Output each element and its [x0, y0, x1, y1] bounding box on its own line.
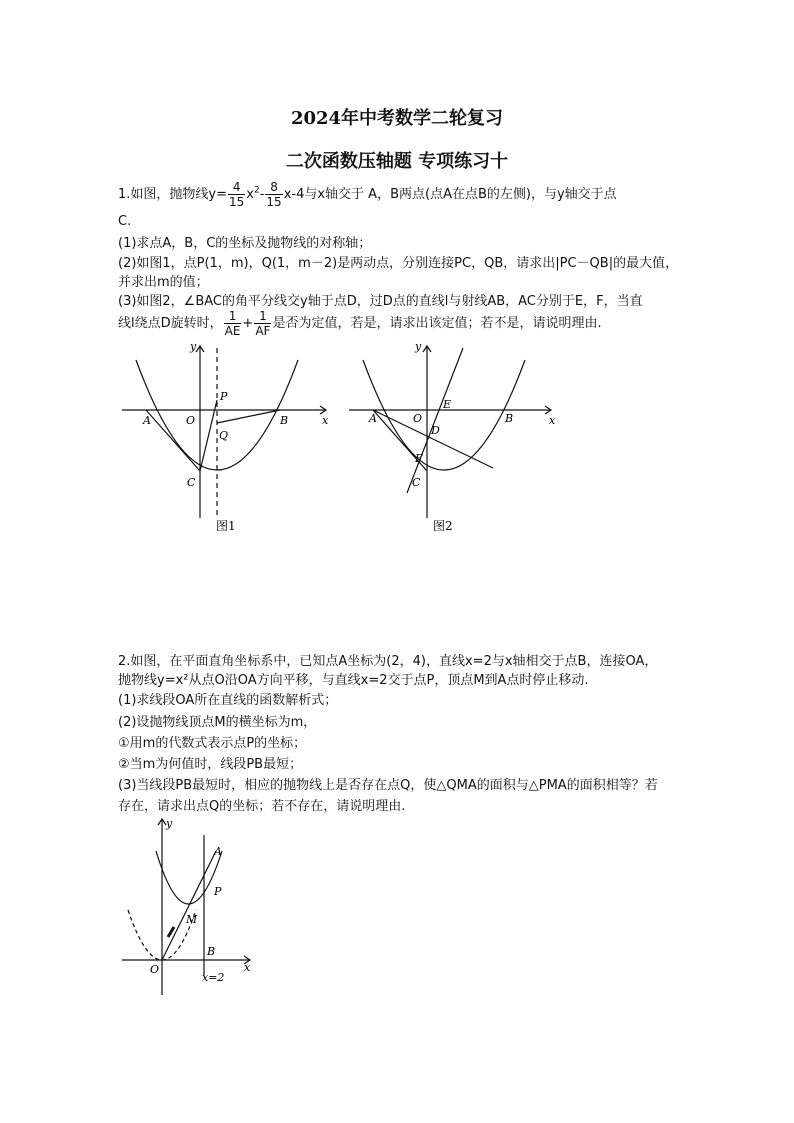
label-B: B	[280, 414, 289, 427]
label-B: B	[207, 945, 216, 958]
frac-num: 8	[265, 180, 282, 195]
q1-part2: (2)如图1，点P(1，m)，Q(1，m－2)是两动点，分别连接PC，QB，请求出|PC－QB|的最大值，	[118, 256, 679, 271]
fraction-1-AE	[224, 309, 242, 338]
q2-line1: 2.如图，在平面直角坐标系中，已知点A坐标为(2，4)，直线x=2与x轴相交于点B，连接OA，	[118, 654, 658, 669]
label-P: P	[214, 885, 222, 898]
figure-2	[345, 338, 560, 538]
label-C: C	[187, 476, 196, 489]
fraction-4-15	[228, 180, 245, 209]
q1-line2: C.	[118, 214, 132, 229]
figure-3	[118, 815, 258, 1000]
label-x2: x=2	[202, 971, 225, 984]
q2-line2: 抛物线y=x²从点O沿OA方向平移，与直线x=2交于点P，顶点M到A点时停止移动.	[118, 673, 589, 688]
q2-part1: (1)求线段OA所在直线的函数解析式；	[118, 693, 338, 708]
label-C: C	[412, 476, 421, 489]
frac-num: 1	[224, 309, 242, 324]
frac-den: 15	[266, 195, 282, 209]
frac-den: AE	[224, 324, 241, 338]
q1-text-f: 是否为定值，若是，请求出该定值；若不是，请说明理由.	[272, 316, 602, 331]
figure-2-caption: 图2	[433, 519, 453, 533]
q2-part2-2: ②当m为何值时，线段PB最短；	[118, 757, 303, 772]
frac-num: 4	[228, 180, 245, 195]
page-subtitle: 二次函数压轴题 专项练习十	[285, 151, 509, 172]
q2-part2-1: ①用m的代数式表示点P的坐标；	[118, 736, 307, 751]
label-x: x	[244, 961, 251, 974]
q1-text-c: -	[259, 187, 265, 202]
label-Q: Q	[219, 429, 229, 442]
direction-arrow	[168, 927, 174, 937]
segment-CP	[200, 400, 217, 471]
label-A: A	[369, 412, 377, 425]
label-x: x	[322, 414, 329, 427]
label-F: F	[415, 452, 423, 465]
q1-line1	[118, 180, 617, 209]
label-B: B	[505, 412, 514, 425]
plus-sign: +	[242, 316, 254, 331]
q1-text-e: 线l绕点D旋转时，	[118, 316, 223, 331]
label-O: O	[413, 412, 423, 425]
segment-OA	[162, 851, 216, 960]
label-D: D	[431, 424, 440, 437]
label-P: P	[220, 390, 228, 403]
q1-part3-cont	[118, 309, 602, 338]
q1-text-d: x-4与x轴交于 A，B两点(点A在点B的左侧)，与y轴交于点	[283, 187, 617, 202]
exponent: 2	[253, 185, 260, 196]
fraction-1-AF	[254, 309, 271, 338]
figure-1	[118, 338, 338, 538]
q1-text-b: x	[246, 187, 254, 202]
frac-num: 1	[254, 309, 271, 324]
frac-den: AF	[255, 324, 271, 338]
label-E: E	[443, 398, 452, 411]
q2-part3: (3)当线段PB最短时，相应的抛物线上是否存在点Q，使△QMA的面积与△PMA的面积相等？若	[118, 778, 658, 793]
q1-part2-cont: 并求出m的值；	[118, 275, 209, 290]
q1-text-a: 1.如图，抛物线y=	[118, 187, 227, 202]
figure-1-caption: 图1	[216, 519, 236, 533]
label-A: A	[214, 845, 222, 858]
label-y: y	[190, 340, 197, 353]
label-O: O	[150, 963, 160, 976]
page-title: 2024年中考数学二轮复习	[290, 108, 504, 129]
label-x: x	[549, 414, 556, 427]
q1-part1: (1)求点A，B，C的坐标及抛物线的对称轴；	[118, 236, 372, 251]
angle-bisector	[373, 410, 493, 468]
label-y: y	[166, 817, 173, 830]
q2-part2: (2)设抛物线顶点M的横坐标为m，	[118, 715, 317, 730]
q2-part3-cont: 存在，请求出点Q的坐标；若不存在，请说明理由.	[118, 799, 406, 814]
fraction-8-15	[265, 180, 282, 209]
label-A: A	[143, 414, 151, 427]
frac-den: 15	[229, 195, 245, 209]
label-O: O	[186, 414, 196, 427]
q1-part3: (3)如图2，∠BAC的角平分线交y轴于点D，过D点的直线l与射线AB，AC分别于E，F，当直	[118, 294, 643, 309]
label-y: y	[415, 340, 422, 353]
label-M: M	[186, 913, 198, 926]
parabola	[363, 360, 525, 470]
